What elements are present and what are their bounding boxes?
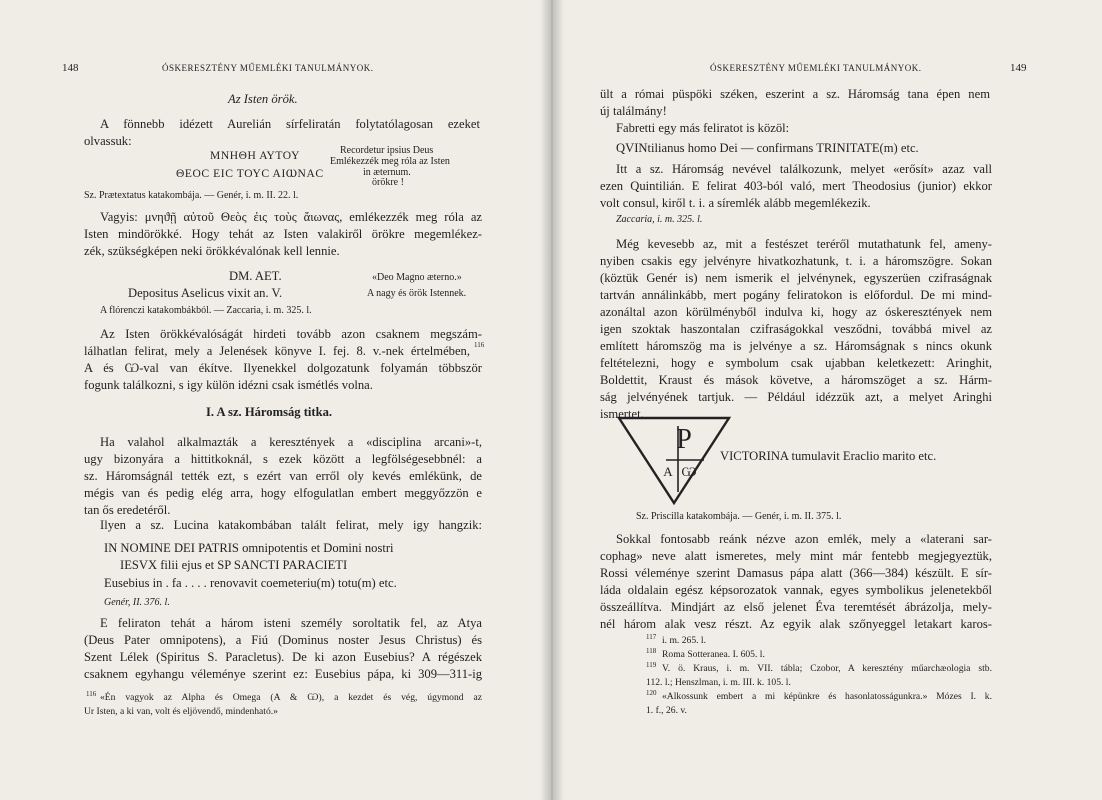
para3-line-4: mégis van és pedig elég arra, hogy elfogulatlan embert meggyőzzön e — [84, 486, 482, 500]
triangle-symbol-figure — [616, 414, 732, 506]
section-title: Az Isten örök. — [228, 92, 298, 106]
para5-line-3: Rossi véleménye szerint Damasus pápa alatt (366—384) készült. E sír- — [600, 566, 992, 580]
para3-line-3: volt consul, kiről t. i. a síremlék alább megemlékezik. — [600, 196, 871, 210]
source-citation: Sz. Prætextatus katakombája. — Genér, i. m. II. 22. l. — [84, 190, 299, 201]
para4-line-2: nyiben csakis egy jelvényre hivatkozhatunk, t. i. a háromszögre. Sokan — [600, 254, 992, 268]
para2-line-2: lálhatlan felirat, mely a Jelenések könyve I. fej. 8. v.-nek értelmében, — [84, 344, 470, 358]
footnote-120-cont: 1. f., 26. v. — [646, 705, 687, 716]
footnote-118: Roma Sotteranea. I. 605. l. — [662, 649, 765, 660]
source-citation: Sz. Priscilla katakombája. — Genér, i. m. II. 375. l. — [636, 511, 842, 522]
footnote-line-1: «Én vagyok az Alpha és Omega (A & Ѡ), a kezdet és vég, úgymond az — [100, 692, 482, 703]
page-number: 149 — [1010, 62, 1027, 74]
footnote-ref: 116 — [474, 341, 485, 349]
gloss-line-2: Emlékezzék meg róla az Isten — [330, 156, 450, 167]
figure-caption: VICTORINA tumulavit Eraclio marito etc. — [720, 449, 937, 463]
para2-line-3: A és Ѡ-val van ékítve. Ilyenekkel dolgozatunk folyamán többször — [84, 361, 482, 375]
para5-line-4: csaknem egyhangu véleménye szerint ez: Eusebius pápa, ki 309—311-ig — [84, 667, 482, 681]
footnote-number: 120 — [646, 689, 657, 697]
footnote-119: V. ö. Kraus, i. m. VII. tábla; Czobor, A keresztény műarchæologia stb. — [662, 663, 992, 674]
para3-line-5: tan ős eredetéről. — [84, 503, 171, 517]
footnote-119-cont: 112. l.; Henszlman, i. m. III. k. 105. l. — [646, 677, 791, 688]
inscription2-gloss-2: A nagy és örök Istennek. — [367, 288, 467, 299]
omega-letter: Ѡ — [681, 464, 697, 479]
para5-line-2: (Deus Pater omnipotens), a Fiú (Dominus noster Jesus Christus) és — [84, 633, 482, 647]
footnote-number: 119 — [646, 661, 657, 669]
alpha-letter: A — [663, 464, 673, 479]
footnote-line-2: Ur Isten, a ki van, volt és eljövendő, mindenható.» — [84, 706, 278, 717]
right-page — [552, 0, 1102, 800]
source-citation: Genér, II. 376. l. — [104, 597, 170, 608]
rho-letter: P — [676, 424, 692, 455]
running-head: ÓSKERESZTÉNY MŰEMLÉKI TANULMÁNYOK. — [710, 63, 922, 73]
para4-line-3: (köztük Genér is) nem ismerik el jelvénynek, egyszerüen czifraságnak — [600, 271, 992, 285]
gloss-line-4: örökre ! — [372, 177, 404, 188]
para4-line-1: Még kevesebb az, mit a festészet teréről mutathatunk fel, ameny- — [616, 237, 992, 251]
gloss-line-3: in æternum. — [363, 167, 411, 178]
para4: Ilyen a sz. Lucina katakombában talált felirat, mely igy hangzik: — [100, 518, 482, 532]
para3-line-1: Ha valahol alkalmazták a keresztények a «disciplina arcani»-t, — [100, 435, 482, 449]
source-citation: A flórenczi katakombákból. — Zaccaria, i. m. 325. l. — [100, 305, 312, 316]
para3-line-1: Itt a sz. Háromság nevével találkozunk, melyet «erősít» azaz vall — [616, 162, 992, 176]
page-number: 148 — [62, 62, 79, 74]
para5-line-1: Sokkal fontosabb reánk nézve azon emlék, mely a «laterani sar- — [616, 532, 992, 546]
footnote-number: 118 — [646, 647, 657, 655]
para4-line-8: feltételezni, hogy e symbolum csak ujabban keletkezett: Aringhit, — [600, 356, 992, 370]
inscription: QVINtilianus homo Dei — confirmans TRINITATE(m) etc. — [616, 141, 919, 155]
para4-line-5: azonáltal azon körülményből indulva ki, hogy az óskeresztények nem — [600, 305, 992, 319]
para4-line-7: említett háromszög ma is jelvénye a sz. Háromságnak s nincs okunk — [600, 339, 992, 353]
para2: Fabretti egy más feliratot is közöl: — [616, 121, 790, 135]
para1-line-3: zék, szükségképen neki örökkévalónak kell lennie. — [84, 244, 340, 258]
para1-line-2: új találmány! — [600, 104, 667, 118]
para5-line-6: nél három alak vesz részt. Az egyik alak szőnyeggel letakart karos- — [600, 617, 992, 631]
para5-line-1: E feliraton tehát a három isteni személy soroltatik fel, az Atya — [100, 616, 482, 630]
book-gutter — [540, 0, 564, 800]
para3-line-2: ezen Quintilián. E felirat 403-ból való, mert Theodosius (junior) ekkor — [600, 179, 992, 193]
running-head: ÓSKERESZTÉNY MŰEMLÉKI TANULMÁNYOK. — [162, 63, 374, 73]
para5-line-4: láda oldalain egész képsorozatok vannak, egyes symbolikus jelenetekből — [600, 583, 992, 597]
para4-line-6: igen szoktak haszontalan czifraságokkal vesződni, továbbá mivel az — [600, 322, 992, 336]
inscription2-gloss-1: «Deo Magno æterno.» — [372, 272, 462, 283]
source-citation: Zaccaria, i. m. 325. l. — [616, 214, 703, 225]
para1-line-1: ült a római püspöki széken, eszerint a sz. Háromság tana épen nem — [600, 87, 990, 101]
para4-line-10: ság jelvényének tartjuk. — Például idézzük azt, a melyet Aringhi — [600, 390, 992, 404]
para5-line-3: Szent Lélek (Spiritus S. Paracletus). De ki azon Eusebius? A régészek — [84, 650, 482, 664]
para2-line-1: Az Isten örökkévalóságát hirdeti tovább azon csaknem megszám- — [100, 327, 482, 341]
intro-line-1: A fönnebb idézett Aurelián sírfeliratán folytatólagosan ezeket — [100, 117, 480, 131]
footnote-number: 116 — [86, 690, 97, 698]
footnote-number: 117 — [646, 633, 657, 641]
gloss-line-1: Recordetur ipsius Deus — [340, 145, 434, 156]
inscription3-line-1: IN NOMINE DEI PATRIS omnipotentis et Domini nostri — [104, 541, 394, 555]
inscription3-line-2: IESVX filii ejus et SP SANCTI PARACIETI — [120, 558, 348, 572]
greek-inscription-line-2: ΘΕΟϹ ΕΙϹ ΤΟΥϹ ΑΙⲰΝΑϹ — [176, 168, 324, 180]
para1-line-1: Vagyis: μνηϑῇ αὐτοῦ Θεὸς ἐις τοὺς ἄιωνας, emlékezzék meg róla az — [100, 210, 482, 224]
inscription2-line-1: DM. AET. — [229, 269, 282, 283]
para4-line-11: ismertet. — [600, 407, 644, 421]
inscription3-line-3: Eusebius in . fa . . . . renovavit coemeteriu(m) totu(m) etc. — [104, 576, 397, 590]
greek-inscription-line-1: ΜΝΗΘΗ ΑΥΤΟΥ — [210, 150, 301, 162]
para3-line-3: sz. Háromságnál tették ezt, s ezért van erről oly kevés emlékünk, de — [84, 469, 482, 483]
para3-line-2: ugy bizonyára a hittitkoknál, s ezek között a legfölségesebbnél: a — [84, 452, 482, 466]
footnote-120: «Alkossunk embert a mi képünkre és hasonlatosságunkra.» Mózes I. k. — [662, 691, 992, 702]
inscription2-line-2: Depositus Aselicus vixit an. V. — [128, 286, 283, 300]
para1-line-2: Isten mindörökké. Hogy tehát az Isten valakiről örökre megemlékez- — [84, 227, 482, 241]
para4-line-4: tartván annálinkább, mert pogány feliratokon is előfordul. De mi mind- — [600, 288, 992, 302]
intro-line-2: olvassuk: — [84, 134, 132, 148]
section-heading: I. A sz. Háromság titka. — [206, 405, 333, 419]
para5-line-5: összeállítva. Mindjárt az első jelenet Éva teremtését ábrázolja, mely- — [600, 600, 992, 614]
para4-line-9: Boldettit, Kraust és mások követve, a háromszöget a sz. Hárm- — [600, 373, 992, 387]
para2-line-4: fogunk találkozni, s igy külön idézni csak ismétlés volna. — [84, 378, 373, 392]
footnote-117: i. m. 265. l. — [662, 635, 706, 646]
para5-line-2: cophag» neve alatt ismeretes, mely mint már fentebb megjegyeztük, — [600, 549, 992, 563]
